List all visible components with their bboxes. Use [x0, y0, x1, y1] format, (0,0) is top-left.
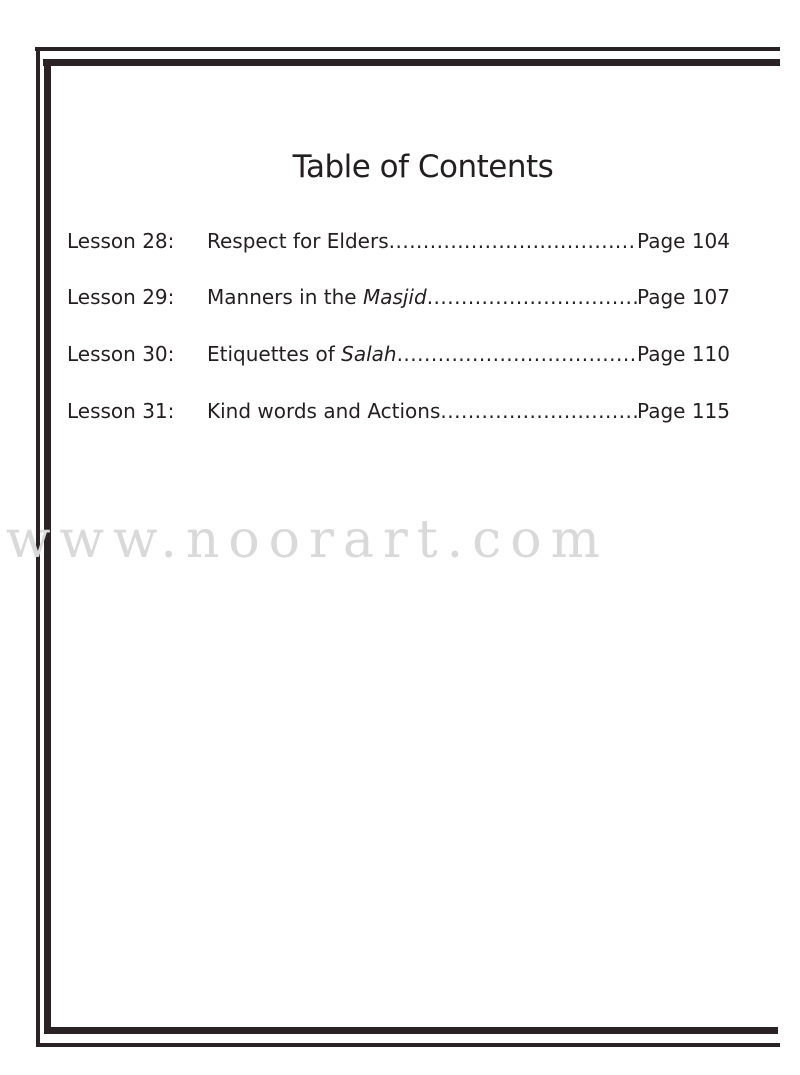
- page-number: Page 115: [637, 399, 730, 423]
- toc-entry[interactable]: [67, 342, 730, 372]
- lesson-title: Etiquettes of Salah: [207, 342, 397, 366]
- lesson-number: Lesson 28:: [67, 229, 175, 253]
- page-number: Page 110: [637, 342, 730, 366]
- toc-entry[interactable]: [67, 229, 730, 259]
- page-title: Table of Contents: [292, 148, 554, 185]
- lesson-title: Respect for Elders: [207, 229, 389, 253]
- dot-leader: [427, 285, 637, 309]
- lesson-number: Lesson 30:: [67, 342, 175, 366]
- lesson-number: Lesson 31:: [67, 399, 175, 423]
- toc-entry[interactable]: [67, 285, 730, 315]
- lesson-title: Manners in the Masjid: [207, 285, 427, 309]
- page-number: Page 107: [637, 285, 730, 309]
- dot-leader: [389, 229, 637, 253]
- inner-border-bottom: [46, 1027, 778, 1034]
- outer-border-bottom: [38, 1043, 780, 1047]
- lesson-title: Kind words and Actions: [207, 399, 441, 423]
- toc-entry[interactable]: [67, 399, 730, 429]
- dot-leader: [440, 399, 637, 423]
- outer-border-top: [35, 47, 780, 51]
- lesson-number: Lesson 29:: [67, 285, 175, 309]
- inner-border-top: [43, 59, 780, 66]
- watermark: www.noorart.com: [6, 510, 609, 570]
- page-number: Page 104: [637, 229, 730, 253]
- dot-leader: [397, 342, 637, 366]
